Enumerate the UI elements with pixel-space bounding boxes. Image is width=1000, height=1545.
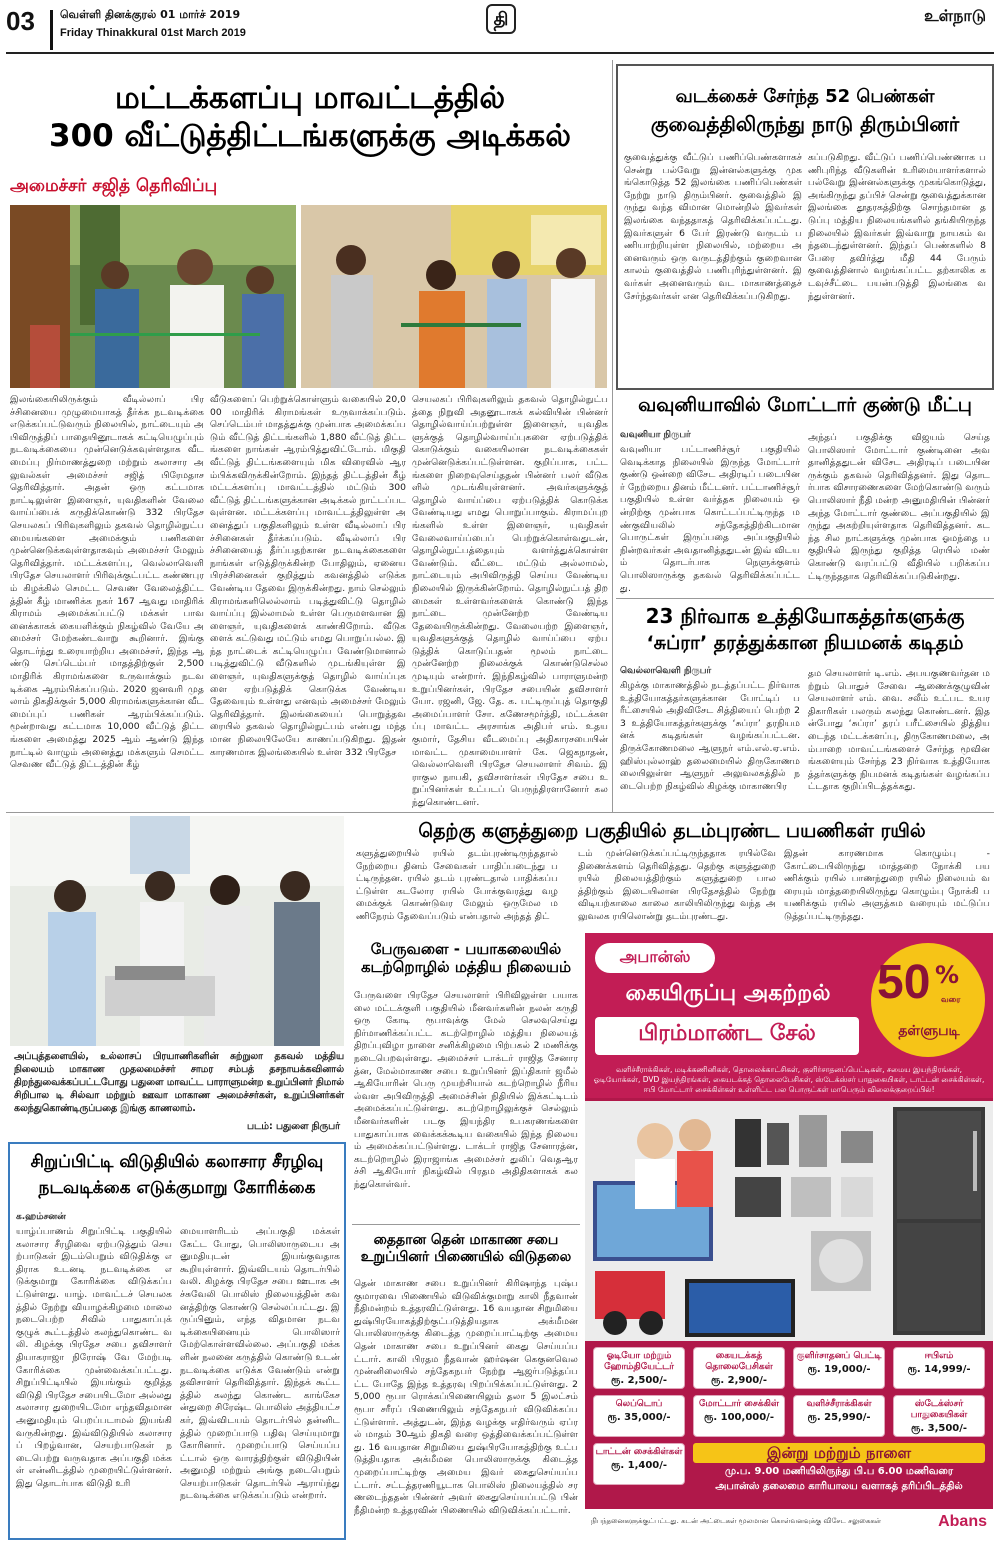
- lead-body-col1: இலங்கையிலிருக்கும் வீடில்லாப் பிரச்சினையை முழுமையாகத் தீர்க்க நடவடிக்கை எடுக்கப்பட்டுவரும் நிலையில், நாட்டையும் அபிவிருத்திப் பாதையினூடாகக் கட்டியெழுப்பும் நடவடிக்கையை முன்னெடுக்கவுள்ளதாக வீடமைப்பு நிர்மாணத்துறை மற்றும் கலாசார அலுவல்கள் அமைச்சர் சஜித் பிரேமதாச தெரிவித்தார். அதன் ஒரு கட்டமாக நாட்டிலுள்ள இளைஞர், யுவதிகளின் வேலை வாய்ப்பைக் கருதிக்கொண்டு 332 பிரதேச செயலகப் பிரிவுகளிலும் தகவல் தொழில்நுட்ப மையங்களை அமைக்கும் பணிகளை முன்னெடுக்கவுள்ளதாகவும் அமைச்சர் மேலும் தெரிவித்தார். மட்டக்களப்பு, வெல்லாவெளி பிரதேச செயலாளர் பிரிவுக்குட்பட்ட கண்ணபுரம் கிழக்கில் செமட்ட செவண வேலைத்திட்டத்தின் கீழ் மாணிக்க நகர் 167 ஆவது மாதிரிக் கிராமம் அமைக்கப்பட்டு மக்கள் பாவனைக்காகக் கையளிக்கும் நிகழ்வில் வேயே அமைச்சர் மேற்கண்டவாறு கூறினார். இங்கு தொடர்ந்து உரையாற்றிய அமைச்சர், இந்த ஆண்டு செப்டெம்பர் மாதத்திற்குள் 2,500 மாதிரிக் கிராமங்களை உருவாக்கும் நடவடிக்கை ஆரம்பிக்கப்படும். 2020 ஜனவரி முதலாம் திகதிக்குள் 5,000 கிராமங்களுக்கான வீடமைப்புப் பணிகள் ஆரம்பிக்கப்படும். மூன்றாவது கட்டமாக 10,000 வீட்டுத் திட்டங்களை அமைத்து 2025 ஆம் ஆண்டு இந்த நாட்டில் வாழும் அனைத்து மக்களும் செமட்ட செவண வீட்டுத் திட்டத்தின் கீழ்: [10, 394, 204, 771]
- supra-body-col2: தம செயலாளர் டி.எம். அபயகுணவர்தன மற்றும் பொதுச் சேவை ஆணைக்குழுவின் செயலாளர் எம். வை. சலீம் உட்பட உயரதிகாரிகள் பலரும் கலந்து கொண்டனர். இதன்போது ‘சுப்ரா’ தரப் பரீட்சையில் தித்தியடைந்த மட்டக்களப்பு, திருகோணமலை, அம்பாறை மாவட்டங்களைச் சேர்ந்த மூவினங்களையும் சேர்ந்த 23 நிர்வாக உத்தியோகத்தர்களுக்கு நியமனக் கடிதங்கள் வழங்கப்பட்டதாக குறிப்பிடத்தக்கது.: [808, 668, 990, 793]
- ad-brand: அபான்ஸ்: [619, 947, 691, 966]
- lead-photo-handover: [301, 205, 607, 388]
- vavuniya-byline: வவுனியா நிருபர்: [620, 430, 691, 440]
- lead-photo-ribbon-cutting: [10, 205, 296, 388]
- train-body-col1: களுத்துறையில் ரயில் தடம்புரண்டிருந்ததால் நேற்றைய தினம் சேவைகள் பாதிப்படைந்து பட்டிருந்தன. ரயில் தடம் புரண்டதால் பாதிக்கப்பட்டுள்ள கடலோர ரயில் போக்குவரத்து வழமைக்குக் கொண்டுவர மேலும் ஒருமேல மணிநேரம் தேவைப்படும் என்பதால் அந்தத் திட்: [356, 848, 558, 922]
- southern-council-headline: தைதான தென் மாகாண சபை உறுப்பினர் பிணையில் விடுதலை: [360, 1232, 572, 1265]
- southern-council-body: தென் மாகாண சபை உறுப்பினர் கிரிஷாந்த புஷ்பகுமாரவை பிணையில் விடுவிக்குமாறு காலி நீதவான் நீதிமன்றம் உத்தரவிட்டுள்ளது. 16 வயதான சிறுமியை துஷ்பிரயோகத்திற்குட்படுத்தியதாக அக்மீமன பொலிஸாருக்கு கிடைத்த முறைப்பாட்டிற்கு அமைய தென் மாகாண சபை உறுப்பினர் கைது செய்யப்பட்டார். காலி பிரதம நீதவான் ஹர்ஷன கெகுனவெல முன்னிலையில் சந்தேகநபர் நேற்று ஆஜர்படுத்தப்பட்ட போதே இந்த உத்தரவு பிறப்பிக்கப்பட்டுள்ளது. 25,000 ரூபா ரொக்கப்பிணையிலும் தலா 5 இலட்சம் ரூபா சரீரப் பிணையிலும் சந்தேகநபர் விடுவிக்கப்பட்டுள்ளார். அத்துடன், இந்த வழக்கு எதிர்வரும் ஏப்ரல் மாதம் 30ஆம் திகதி வரை ஒத்திவைக்கப்பட்டுள்ளது. 16 வயதான சிறுமியை துஷ்பிரயோகத்திற்கு உட்படுத்தியதாக அக்மீமன பொலிஸாருக்கு கிடைத்த முறைப்பாட்டிற்கு அமைய இவர் கைதுசெய்யப்பட்டார். சட்டத்தரணியூடாக பொலிஸ் நிலையத்தில் சரணடைந்ததன் பின்னர் அவர் கைதுசெய்யப்பட்டு பின் நீதிமன்ற உத்தரவின் பிணையில் விடுவிக்கப்பட்டார்.: [354, 1278, 578, 1516]
- train-headline: தெற்கு களுத்துறை பகுதியில் தடம்புரண்ட பயணிகள் ரயில்: [418, 820, 926, 842]
- kuwait-body-col2: கப்படுகிறது. வீட்டுப் பணிப்பெண்ணாக பணிபுரிந்த வீடுகளின் உரிமையாளர்களால் பல்வேறு இன்னல்களுக்கு முகங்கொடுத்து, அங்கிருந்து தப்பிச் சென்று குவைத்துக்கான இலங்கை தூதரகத்திற்கு சொந்தமான தடுப்பு மத்திய நிலையங்களில் தங்கியிருந்த நிலையில் இவர்கள் இவ்வாறு நாயகம் வந்தடைந்துள்ளனர். இந்தப் பெண்களில் 8 பேரை தவிர்த்து மீதி 44 பேரும் குவைத்தினால் வழங்கப்பட்ட தற்காலிக கடவுச்சீட்டை பயன்படுத்தி இலங்கை வந்துள்ளனர்.: [808, 152, 986, 302]
- ad-product-list: வளிச்சீராக்கிகள், மடிக்கணினிகள், தொலைக்காட்சிகள், குளிர்சாதனப்பெட்டிகள், சமைய இயந்திரங்கள், ஓடியோக்கள், DVD இயந்திரங்கள், கையடக்கத் தொலைபேசிகள், ஸ்டேக்ஸ்சர் பாதுகையிகள், டாட்டன் சைக்கிள்கள், ஈபி மோட்டார் சைக்கிள்கள் உள்ளிட்ட பல பொருட்கள் மாபெரும் விலைக்குறைப்பில்!: [593, 1065, 985, 1094]
- tourism-photo-caption: அப்புத்தளையில், உல்லாசப் பிரயாணிகளின் சுற்றுலா தகவல் மத்திய நிலையம் மாகாண முதலமைச்சர் சாமர சம்பத் தசநாயக்கவினால் திறந்துவைக்கப்பட்டபோது பதுளை மாவட்ட பாராளுமன்ற உறுப்பினர் நிமால் சிறிபால டி சில்வா மற்றும் ஊவா மாகாண அமைச்சர்கள், உறுப்பினர்கள் கலந்துகொண்டிருப்பதை இங்கு காணலாம்.: [14, 1051, 344, 1114]
- ad-tile-ebike: ஈபிஎம் ரூ. 14,999/-: [893, 1347, 985, 1389]
- ad-tile-motorcycle: மோட்டார் சைக்கிள் ரூ. 100,000/-: [693, 1395, 785, 1437]
- photo-credit: படம்: பதுளை நிருபர்: [246, 1121, 340, 1132]
- supra-body-col1: கிழக்கு மாகாணத்தில் நடத்தப்பட்ட நிர்வாக உத்தியோகத்தர்களுக்கான போட்டிப் பரீட்சையில் அதிவிசேட சித்தியைப் பெற்ற 23 உத்தியோகத்தர்களுக்கு ‘சுப்ரா’ தரநியமனக் கடிதங்கள் வழங்கப்பட்டன. திருக்கோணமலை ஆளுநர் எம்.எல்.ஏ.எம். ஹிஸ்புல்லாஹ் தலைமையில் திருகோணமலையிலுள்ள ஆளுநர் அலுவலகத்தில் நடைபெற்ற நிகழ்வில் கிழக்கு மாகாணபிர: [620, 680, 800, 792]
- ad-tile-refrigerator: குளிர்சாதனப் பெட்டி ரூ. 19,000/-: [793, 1347, 885, 1389]
- kuwait-headline-line2: குவைத்திலிருந்து நாடு திரும்பினர்: [650, 112, 960, 136]
- hostel-body-col2: மையாளரிடம் அப்பகுதி மக்கள் கேட்ட போது, பொலிஸாருடைய அனுமதியுடன் இயங்குவதாக கூறியுள்ளார். இவ்விடயம் தொடர்பில் வலி. கிழக்கு பிரதேச சபை ஊடாக அச்சுவேலி பொலிஸ் நிலையத்தின் கவனத்திற்கு கொண்டு செல்லப்பட்டது. இருப்பினும், எந்த விதமான நடவடிக்கையினையும் பொலிஸார் மேற்கொள்ளவில்லை. அப்பகுதி மக்களின் நலனை கருத்தில் கொண்டு உடன் நடவடிக்கை எடுக்க வேண்டும் என்று தவிசாளர் தெரிவித்தார். இந்தக் கூட்டத்தில் கலந்து கொண்ட காங்கேசன்துறை சிரேஷ்ட பொலிஸ் அத்தியட்சகர், இவ்விடயம் தொடர்பில் தன்னிடத்தில் முறைப்பாடு பதிவு செய்யுமாறு கோரினார். முறைப்பாடு செய்யப்பட்டால் ஒரு வாரத்திற்குள் விடுதியின் அனுமதி மற்றும் அங்கு நடைபெறும் செயற்பாடுகள் தொடர்பில் ஆராய்ந்து நடவடிக்கை எடுக்கப்படும் என்றார்.: [180, 1226, 340, 1502]
- hostel-headline-line1: சிறுப்பிட்டி விடுதியில் கலாசார சீரழிவு: [30, 1152, 324, 1172]
- section-divider: [6, 812, 994, 813]
- date-english: Friday Thinakkural 01st March 2019: [60, 27, 246, 39]
- ad-tile-laptop: லெப்டொப் ரூ. 35,000/-: [593, 1395, 685, 1437]
- section-label: உள்நாடு: [924, 6, 986, 25]
- discount-value: 50: [877, 956, 931, 1009]
- hostel-headline-line2: நடவடிக்கை எடுக்குமாறு கோரிக்கை: [38, 1178, 316, 1198]
- lead-body-col2: வீடுகளைப் பெற்றுக்கொள்ளும் வகையில் 20,000 மாதிரிக் கிராமங்கள் உருவாக்கப்படும். செப்டெம்பர் மாதத்துக்கு முன்பாக அமைக்கப்படும் வீட்டுத் திட்டங்களில் 1,880 வீட்டுத் திட்டங்களை நாங்கள் ஆரம்பித்துவிட்டோம். மிகுதி வீட்டுத் திட்டங்களையும் மிக விரைவில் ஆரம்பிக்கவிருக்கின்றோம். இந்தத் திட்டத்தின் கீழ் மட்டக்களப்பு மாவட்டத்தில் மட்டும் 300 வீட்டுத் திட்டங்களுக்கான அடிக்கல் நாட்டப்படவுள்ளன. மட்டக்களப்பு மாவட்டத்திலுள்ள அனைத்துப் பகுதிகளிலும் உள்ள வீடில்லாப் பிரச்சினைகள் தீர்க்கப்படும். வீடில்லாப் பிரச்சினையைத் தீர்ப்பதற்கான நடவடிக்கைகளை நாங்கள் எடுத்திருக்கின்ற போதிலும், ஏனைய பிரச்சினைகள் குறித்தும் கவனத்தில் எடுக்க வேண்டிய தேவை இருக்கின்றது. நாம் செல்லும் கிராமங்களிலெல்லாம் படித்துவிட்டு தொழில் வாய்ப்பு இல்லாமல் உள்ள பெருமளவான இளைஞர், யுவதிகளைக் காண்கிறோம். வீடுகளைக் கட்டுவது மட்டும் எமது பொறுப்பல்ல. இந்த நாட்டைக் கட்டியெழுப்ப வேண்டுமானால் படித்துவிட்டு வீடுகளில் முடங்கியுள்ள இளைஞர், யுவதிகளுக்குத் தொழில் வாய்ப்புகளை ஏற்படுத்திக் கொடுக்க வேண்டிய தேவையும் உள்ளது எனவும் அமைச்சர் மேலும் தெரிவித்தார். இலங்கையைப் பொறுத்தவரையில் தகவல் தொழில்நுட்பம் என்பது மந்தமான நிலையிலேயே காணப்படுகிறது. இதன் காரணமாக இலங்கையில் உள்ள 332 பிரதேச: [210, 394, 406, 758]
- beruwala-headline: பேருவளை - பயாகலையில் கடற்றொழில் மத்திய நிலையம்: [360, 940, 572, 976]
- train-body-col3: இதன் காரணமாக கொழும்பு - கோட்டையிலிருந்து மாத்தறை நோக்கி பயணிக்கும் ரயில் பாணந்துறை ரயில் நிலையம் வரையும் மாத்தறையிலிருந்து கொழும்பு நோக்கி பயணிக்கும் ரயில் அளுத்கம வரையும் மட்டுப்படுத்தப்பட்டிருந்தது.: [784, 848, 990, 922]
- ad-tile-air-conditioner: வளிச்சீராக்கிகள் ரூ. 25,990/-: [793, 1395, 885, 1437]
- hostel-byline: க.ஹம்சனன்: [16, 1212, 66, 1222]
- story-divider: [616, 598, 994, 599]
- lead-body-col3: செயலகப் பிரிவுகளிலும் தகவல் தொழில்நுட்பத்தை நிறுவி அதனூடாகக் கல்வியின் பின்னர் தொழில்வாய்ப்பற்றுள்ள இளைஞர், யுவதிகளுக்குத் தொழில்வாய்ப்புகளை ஏற்படுத்திக் கொடுக்கும் வகையிலான நடவடிக்கைகள் முன்னெடுக்கப்பட்டுள்ளன. குறிப்பாக, பட்டங்களை நிறைவுசெய்ததன் பின்னர் பலர் வீடுகளில் முடங்கியுள்ளனர். அவர்களுக்குத் தொழில் வாய்ப்பை ஏற்படுத்திக் கொடுக்க வேண்டியது எமது பொறுப்பாகும். கிராமப்புறங்களில் உள்ள இளைஞர், யுவதிகள் வேலைவாய்ப்பைப் பெற்றுக்கொள்வதுடன், தொழில்நுட்பத்தையும் வளர்த்துக்கொள்ள வேண்டும். வீட்டை மட்டும் அல்லாமல், நாட்டையும் அபிவிருத்தி செய்ய வேண்டிய நிலையில் இருக்கின்றோம். தொழில்நுட்பத் திறமைகள் உள்ளவர்களைக் கொண்டு இந்த நாட்டை முன்னேற்ற வேண்டிய தேவையிருக்கின்றது. வேலையற்ற இளைஞர், யுவதிகளுக்குத் தொழில் வாய்ப்பை ஏற்படுத்திக் கொடுப்பதன் மூலம் நாட்டை முன்னேற்ற நிலைக்குக் கொண்டுசெல்ல முடியும் என்றார். இந்நிகழ்வில் பாராளுமன்ற உறுப்பினர்கள், பிரதேச சபையின் தவிசாளர் யோ. ரஜனி, ஜே. தே. க. பட்டிருப்புத் தொகுதி அமைப்பாளர் சோ. கணேசமூர்த்தி, மட்டக்களப்பு மாவட்ட அரசாங்க அதிபர் எம். உதயகுமார், தேசிய வீடமைப்பு அதிகாரசபையின் மாவட்ட முகாமையாளர் கே. ஜெகநாதன், வெல்லாவெளி பிரதேச செயலாளர் சிவம். இராகுல நாயகி, தவிசாளர்கள் பிரதேச சபை உறுப்பினர்கள் உட்படப் பெருந்திரளானோர் கலந்துகொண்டனர்.: [412, 394, 608, 808]
- ad-tile-steel-cupboard: ஸ்டேக்ஸ்சர் பாதுகையிகள் ரூ. 3,500/-: [893, 1395, 985, 1437]
- tourism-centre-photo: [10, 816, 344, 1046]
- ad-event-days: இன்று மற்றும் நாளை: [766, 1444, 912, 1462]
- ad-products-image: [585, 1101, 993, 1341]
- vavuniya-headline: வவுனியாவில் மோட்டார் குண்டு மீட்பு: [638, 394, 972, 416]
- ad-title-line2: பிரம்மாண்ட சேல்: [638, 1021, 816, 1046]
- vavuniya-body-col1: வவுனியா பட்டாணிச்சூர் பகுதியில் வெடிக்காத நிலையில் இருந்த மோட்டார் குண்டு ஒன்றை விசேட அதிரடிப் படையினர் நேற்றைய தினம் மீட்டனர். பட்டாணிச்சூர் பகுதியில் உள்ள வர்த்தக நிலையம் ஒன்றிற்கு முன்பாக கொட்டப்பட்டிருந்த மண்குவியலில் சந்தேகத்திற்கிடமான பொருட்கள் இருப்பதை அப்பகுதியில் நின்றவர்கள் அவதானித்ததுடன் இவ் விடயம் தொடர்பாக நெளுக்குளம் பொலிஸாருக்கு தகவல் தெரிவிக்கப்பட்டது.: [620, 444, 800, 594]
- hostel-body-col1: யாழ்ப்பாணம் சிறுப்பிட்டி பகுதியில் கலாசார சீரழிவை ஏற்படுத்தும் செயற்பாடுகள் இடம்பெறும் விடுதிக்கு எதிராக உடனடி நடவடிக்கை எடுக்குமாறு கோரிக்கை விடுக்கப்பட்டுள்ளது. யாழ். மாவட்டச் செயலகத்தில் நேற்று வியாழக்கிழமை மாலை நடைபெற்ற சிவில் பாதுகாப்புக் குழுக் கூட்டத்தில் கலந்துகொண்ட வலி. கிழக்கு பிரதேச சபை தவிசாளர் தியாகராஜா நிரோஷ் வே மேற்படி கோரிக்கை முன்வைக்கப்பட்டது. சிறுப்பிட்டியில் இயங்கும் குறித்த விடுதி பிரதேச சபையிடமோ அல்லது கலாசார துறையிடமோ எந்தவிதமான அனுமதியும் பெறப்படாமல் இயங்கி வருகின்றது. இவ்விடுதியில் கலாசாரப் பிறழ்வான, செயற்பாடுகள் நடைபெற்று வருவதாக அப்பகுதி மக்கள் என்னிடத்தில் முறையிட்டுள்ளனர். இது தொடர்பாக விடுதி உரி: [16, 1226, 172, 1489]
- vavuniya-body-col2: அந்தப் பகுதிக்கு விஜயம் செய்த பொலிஸார் மோட்டார் குண்டினை அவதானித்ததுடன் விசேட அதிரடிப் படையினருக்கும் தகவல் தெரிவித்தனர். இது தொடர்பாக விசாரணைகளை மேற்கொண்டு வரும் பொலிஸார் நீதி மன்ற அனுமதியின் பின்னர் அந்த மோட்டார் குண்டை அப்பகுதியில் இருந்து அகற்றியுள்ளதாக தெரிவித்தனர். கடந்த சில நாட்களுக்கு முன்பாக ஓமந்தை பகுதியில் இருந்து குறித்த ரெயில் மண் கொண்டு வரப்பட்டு வீதியில் பறிக்கப்பட்டிருந்ததாக தெரிவிக்கப்படுகின்றது.: [808, 432, 990, 582]
- ad-event-venue: அபான்ஸ் தலைமை காரியாலய வளாகத் தரிப்பிடத்தில்: [715, 1481, 963, 1492]
- masthead-rule: [6, 52, 994, 54]
- lead-headline-line2: 300 வீட்டுத்திட்டங்களுக்கு அடிக்கல்: [49, 118, 571, 154]
- kuwait-body-col1: குவைத்துக்கு வீட்டுப் பணிப்பெண்களாகச் சென்று பல்வேறு இன்னல்களுக்கு முகங்கொடுத்த 52 இலங்கை பணிப்பெண்கள் நேற்று நாடு திரும்பினர். குவைத்தில் இருந்து வந்த விமான மொன்றில் இவர்கள் இலங்கை வந்ததாகத் தெரிவிக்கப்பட்டது. இவர்களுள் 6 பேர் இரண்டு வருடம் பணியாற்றியுள்ள நிலையில், மற்றைய அனைவரும் ஒரு வருடத்திற்கும் குறைவான காலம் குவைத்தில் பணிபுரிந்துள்ளனர். இவர்கள் அனைவரும் வட மாகாணத்தைச் சேர்ந்தவர்கள் என தெரிவிக்கப்படுகிறது.: [624, 152, 802, 302]
- lead-subhead: அமைச்சர் சஜித் தெரிவிப்பு: [10, 176, 218, 196]
- supra-byline: வெல்லாவெளி நிருபர்: [620, 666, 712, 676]
- ad-tile-bicycle: டாட்டன் சைக்கிள்கள் ரூ. 1,400/-: [593, 1443, 685, 1485]
- lead-headline-line1: மட்டக்களப்பு மாவட்டத்தில்: [114, 80, 506, 116]
- train-body-col2: டம் முன்னெடுக்கப்பட்டிருந்ததாக ரயில்வே திணைக்களம் தெரிவித்தது. தெற்கு களுத்துறை ரயில் நிலையத்திற்கும் களுத்துறை பாலத்திற்கும் இடையிலான பிரதேசத்தில் நேற்று விடியற்காலை காலை காலியிலிருந்து வந்த அலுவலக ரயிலொன்று தடம்புரண்டது.: [578, 848, 776, 922]
- discount-percent-sign: %: [935, 961, 960, 989]
- supra-headline-line1: 23 நிர்வாக உத்தியோகத்தர்களுக்கு: [645, 604, 965, 628]
- supra-headline-line2: ‘சுப்ரா’ தரத்துக்கான நியமனக் கடிதம்: [646, 632, 964, 654]
- ad-tile-audio: ஓடியோ மற்றும் ஹோம்தியேட்டர் ரூ. 2,500/-: [593, 1347, 685, 1389]
- date-tamil: வெள்ளி தினக்குரல் 01 மார்ச் 2019: [60, 8, 241, 21]
- discount-upto: வரை: [941, 995, 961, 1004]
- abans-advertisement: [585, 933, 993, 1539]
- discount-label: தள்ளுபடி: [898, 1023, 960, 1039]
- beruwala-body: பேருவளை பிரதேச செயலாளர் பிரிவிலுள்ள பயாகலை மட்டக்குளி பகுதியில் மீனவர்களின் நலன் கருதி ஒரு கோடி ரூபாவுக்கு மேல் செலவுசெய்து நிர்மாணிக்கப்பட்ட கடற்றொழில் மத்திய நிலையத் திறப்புவிழா நாளை சனிக்கிழமை பிற்பகல் 2 மணிக்கு நடைபெறவுள்ளது. அமைச்சர் டாக்டர் ராஜித சேனாரத்ன, மேல்மாகாண சபை உறுப்பினர் இப்திகார் ஜமீல் ஆகியோரின் பெரு முயற்சியால் கடற்றொழில் நீரியல்வள அபிவிருத்தி அமைச்சின் நிதியில் இக்கட்டிடம் அமைக்கப்பட்டுள்ளது. கடற்றொழிலுக்குச் செல்லும் மீனவர்களின் படகு இயந்திர உபகரணங்களை பாதுகாப்பாக வைக்கக்கூடிய வகையில் இந்த நிலையம் அமைக்கப்பட்டுள்ளது. டாக்டர் ராஜித சேனாரத்ன, கடற்றொழில் இராஜாங்க அமைச்சர் துலிப் வெதஆரச்சி ஆகியோர் நிகழ்வில் பிரதம அதிதிகளாகக் கலந்துகொள்வர்.: [354, 990, 578, 1190]
- page-number: 03: [6, 6, 35, 36]
- abans-logo: Abans: [938, 1513, 987, 1530]
- masthead-divider: [50, 10, 53, 50]
- column-divider: [612, 60, 613, 812]
- ad-tile-mobile: கையடக்கத் தொலைபேசிகள் ரூ. 2,900/-: [693, 1347, 785, 1389]
- ad-title-line1: கையிருப்பு அகற்றல்: [625, 981, 831, 1006]
- ad-event-time: மு.ப. 9.00 மணியிலிருந்து பி.ப 6.00 மணிவரை: [724, 1466, 954, 1477]
- ad-footer-note: நிபந்தனைகளுக்குட்பட்டது. கடன் அட்டைகள் மூலமான கொள்வனவுக்கு விசேட சலுகைகள்: [591, 1517, 882, 1525]
- newspaper-logo: தி: [486, 4, 516, 34]
- kuwait-headline-line1: வடக்கைச் சேர்ந்த 52 பெண்கள்: [675, 86, 935, 107]
- story-divider: [352, 1224, 580, 1225]
